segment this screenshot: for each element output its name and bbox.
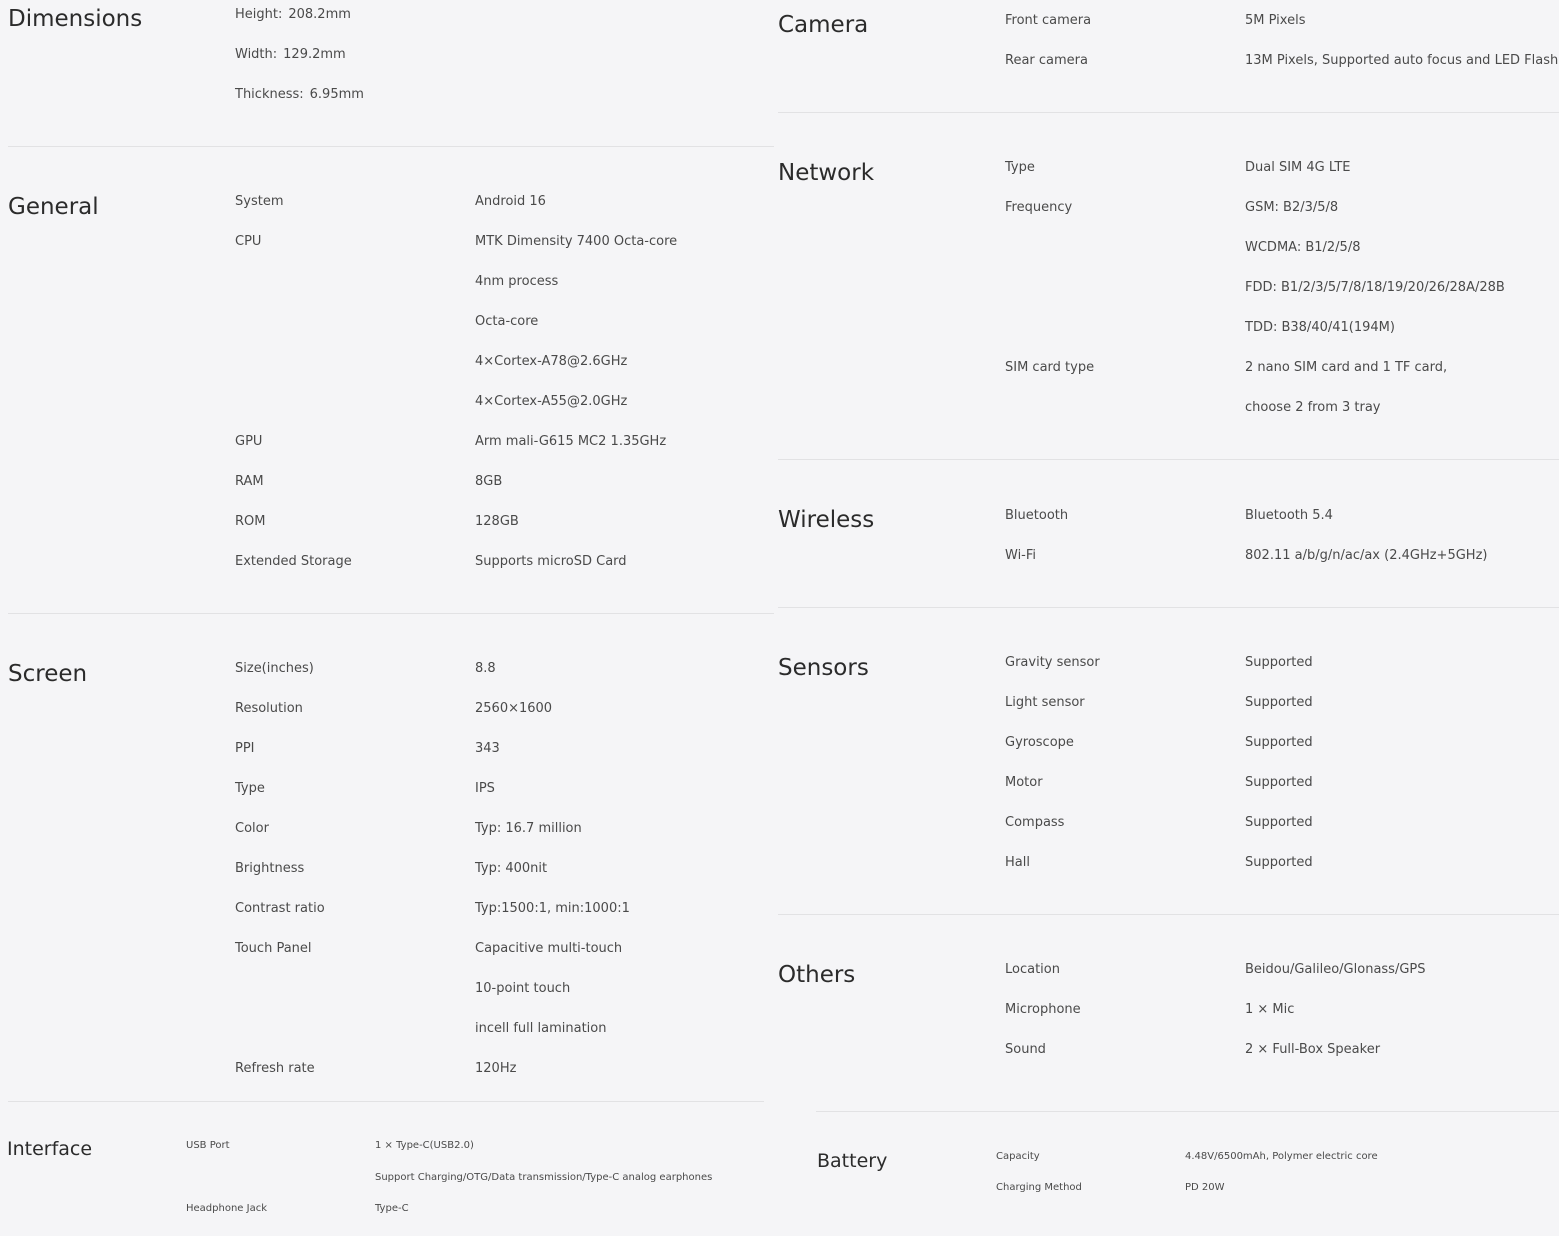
- spec-value: Beidou/Galileo/Glonass/GPS: [1245, 962, 1426, 977]
- spec-label: Rear camera: [1005, 53, 1088, 68]
- spec-value: Supported: [1245, 815, 1313, 830]
- spec-row: [8, 275, 774, 315]
- spec-value: 2560×1600: [475, 701, 553, 716]
- spec-label: GPU: [235, 434, 263, 449]
- spec-value: Typ: 400nit: [475, 861, 548, 876]
- spec-row: [8, 1204, 774, 1236]
- spec-row: [8, 235, 774, 275]
- section-title-network: Network: [778, 160, 875, 186]
- section-title-screen: Screen: [8, 661, 88, 687]
- section-divider: [778, 607, 1559, 608]
- spec-row: [8, 355, 774, 395]
- spec-label: SIM card type: [1005, 360, 1095, 375]
- spec-row: [778, 361, 1559, 401]
- section-divider: [778, 914, 1559, 915]
- spec-value: Octa-core: [475, 314, 539, 329]
- spec-label: Gyroscope: [1005, 735, 1074, 750]
- spec-value: 129.2mm: [283, 47, 346, 62]
- spec-label: Sound: [1005, 1042, 1046, 1057]
- spec-label: Headphone Jack: [186, 1203, 267, 1214]
- spec-row: [778, 1183, 1559, 1215]
- spec-row: [8, 1062, 774, 1102]
- spec-row: [778, 856, 1559, 896]
- spec-label: Capacity: [996, 1151, 1040, 1162]
- spec-row: [778, 776, 1559, 816]
- spec-row: [8, 515, 774, 555]
- spec-row: [778, 241, 1559, 281]
- spec-label: Thickness:: [235, 87, 304, 102]
- spec-value: incell full lamination: [475, 1021, 607, 1036]
- spec-value: Typ:1500:1, min:1000:1: [475, 901, 630, 916]
- spec-label: Brightness: [235, 861, 305, 876]
- spec-label: Gravity sensor: [1005, 655, 1100, 670]
- section-title-camera: Camera: [778, 12, 869, 38]
- spec-label: Type: [235, 781, 265, 796]
- spec-row: [8, 435, 774, 475]
- spec-row: [8, 555, 774, 595]
- spec-value: Supported: [1245, 855, 1313, 870]
- spec-value: Bluetooth 5.4: [1245, 508, 1333, 523]
- spec-value: GSM: B2/3/5/8: [1245, 200, 1339, 215]
- spec-value: 1 × Type-C(USB2.0): [375, 1140, 474, 1151]
- spec-label: Light sensor: [1005, 695, 1085, 710]
- spec-row: [8, 195, 774, 235]
- spec-value: Arm mali-G615 MC2 1.35GHz: [475, 434, 667, 449]
- spec-value: WCDMA: B1/2/5/8: [1245, 240, 1361, 255]
- spec-row: [778, 1152, 1559, 1184]
- spec-label: System: [235, 194, 284, 209]
- spec-row: [778, 656, 1559, 696]
- spec-row: [778, 963, 1559, 1003]
- spec-value: TDD: B38/40/41(194M): [1245, 320, 1395, 335]
- spec-value: 2 nano SIM card and 1 TF card,: [1245, 360, 1448, 375]
- spec-label: Contrast ratio: [235, 901, 325, 916]
- spec-row: [8, 822, 774, 862]
- spec-value: 2 × Full-Box Speaker: [1245, 1042, 1381, 1057]
- spec-row: [778, 549, 1559, 589]
- section-title-dimensions: Dimensions: [8, 6, 143, 32]
- spec-row: [778, 816, 1559, 856]
- spec-value: 8.8: [475, 661, 496, 676]
- spec-value: Type-C: [375, 1203, 409, 1214]
- spec-label: Location: [1005, 962, 1060, 977]
- spec-row: [778, 509, 1559, 549]
- section-title-general: General: [8, 194, 99, 220]
- section-title-sensors: Sensors: [778, 655, 869, 681]
- spec-row: [8, 475, 774, 515]
- spec-value: Support Charging/OTG/Data transmission/Type-C analog earphones: [375, 1172, 713, 1183]
- spec-label: Bluetooth: [1005, 508, 1069, 523]
- spec-value: 120Hz: [475, 1061, 517, 1076]
- spec-row: [8, 88, 774, 128]
- spec-label: Frequency: [1005, 200, 1073, 215]
- spec-label: ROM: [235, 514, 266, 529]
- spec-value: 13M Pixels, Supported auto focus and LED Flash: [1245, 53, 1559, 68]
- spec-value: 4nm process: [475, 274, 559, 289]
- spec-label: Width:: [235, 47, 278, 62]
- spec-row: [8, 315, 774, 355]
- section-title-others: Others: [778, 962, 856, 988]
- spec-label: Front camera: [1005, 13, 1092, 28]
- spec-row: [8, 982, 774, 1022]
- spec-row: [778, 201, 1559, 241]
- spec-value: 4.48V/6500mAh, Polymer electric core: [1185, 1151, 1378, 1162]
- section-divider: [778, 459, 1559, 460]
- section-divider: [8, 146, 774, 147]
- spec-value: IPS: [475, 781, 495, 796]
- spec-value: 8GB: [475, 474, 503, 489]
- spec-label: Wi-Fi: [1005, 548, 1037, 563]
- spec-label: Type: [1005, 160, 1035, 175]
- spec-label: Compass: [1005, 815, 1065, 830]
- spec-row: [8, 902, 774, 942]
- spec-row: [778, 321, 1559, 361]
- section-divider: [8, 613, 774, 614]
- spec-label: RAM: [235, 474, 264, 489]
- spec-row: [778, 401, 1559, 441]
- spec-value: 343: [475, 741, 500, 756]
- spec-value: Capacitive multi-touch: [475, 941, 623, 956]
- spec-value: Typ: 16.7 million: [475, 821, 582, 836]
- spec-row: [8, 8, 774, 48]
- spec-value: 802.11 a/b/g/n/ac/ax (2.4GHz+5GHz): [1245, 548, 1488, 563]
- spec-value: 6.95mm: [309, 87, 364, 102]
- section-divider: [8, 1101, 764, 1102]
- right-column: [778, 0, 1559, 1222]
- spec-label: PPI: [235, 741, 255, 756]
- section-title-interface: Interface: [7, 1138, 93, 1160]
- spec-row: [8, 1173, 774, 1205]
- spec-row: [778, 1043, 1559, 1083]
- spec-row: [8, 942, 774, 982]
- spec-row: [778, 54, 1559, 94]
- section-divider: [778, 112, 1559, 113]
- section-divider: [816, 1111, 1559, 1112]
- spec-label: CPU: [235, 234, 262, 249]
- spec-value: Android 16: [475, 194, 546, 209]
- spec-row: [8, 395, 774, 435]
- spec-row: [8, 742, 774, 782]
- left-column: [8, 0, 774, 1222]
- spec-row: [8, 782, 774, 822]
- spec-row: [778, 281, 1559, 321]
- spec-label: USB Port: [186, 1140, 230, 1151]
- spec-row: [778, 1003, 1559, 1043]
- spec-value: Supported: [1245, 775, 1313, 790]
- spec-row: [8, 1022, 774, 1062]
- spec-label: Motor: [1005, 775, 1043, 790]
- spec-value: MTK Dimensity 7400 Octa-core: [475, 234, 678, 249]
- spec-row: [8, 702, 774, 742]
- spec-value: FDD: B1/2/3/5/7/8/18/19/20/26/28A/28B: [1245, 280, 1505, 295]
- spec-value: 1 × Mic: [1245, 1002, 1295, 1017]
- spec-row: [778, 14, 1559, 54]
- section-title-battery: Battery: [817, 1150, 888, 1172]
- section-title-wireless: Wireless: [778, 507, 875, 533]
- spec-row: [8, 48, 774, 88]
- spec-value: Supports microSD Card: [475, 554, 627, 569]
- spec-label: Resolution: [235, 701, 303, 716]
- spec-row: [7, 1138, 774, 1173]
- spec-row: [8, 662, 774, 702]
- spec-row: [778, 736, 1559, 776]
- spec-label: Size(inches): [235, 661, 314, 676]
- spec-value: 128GB: [475, 514, 519, 529]
- spec-label: Height:: [235, 7, 283, 22]
- spec-row: [778, 696, 1559, 736]
- spec-value: 208.2mm: [288, 7, 351, 22]
- spec-value: 10-point touch: [475, 981, 571, 996]
- spec-row: [778, 161, 1559, 201]
- spec-value: PD 20W: [1185, 1182, 1225, 1193]
- spec-value: Supported: [1245, 655, 1313, 670]
- spec-label: Charging Method: [996, 1182, 1082, 1193]
- spec-value: choose 2 from 3 tray: [1245, 400, 1381, 415]
- spec-row: [8, 862, 774, 902]
- spec-value: Supported: [1245, 735, 1313, 750]
- spec-value: Supported: [1245, 695, 1313, 710]
- spec-value: Dual SIM 4G LTE: [1245, 160, 1351, 175]
- spec-label: Extended Storage: [235, 554, 352, 569]
- spec-label: Color: [235, 821, 269, 836]
- spec-value: 4×Cortex-A55@2.0GHz: [475, 394, 628, 409]
- spec-label: Microphone: [1005, 1002, 1081, 1017]
- spec-label: Refresh rate: [235, 1061, 315, 1076]
- spec-value: 4×Cortex-A78@2.6GHz: [475, 354, 628, 369]
- spec-label: Hall: [1005, 855, 1030, 870]
- spec-value: 5M Pixels: [1245, 13, 1306, 28]
- spec-label: Touch Panel: [235, 941, 312, 956]
